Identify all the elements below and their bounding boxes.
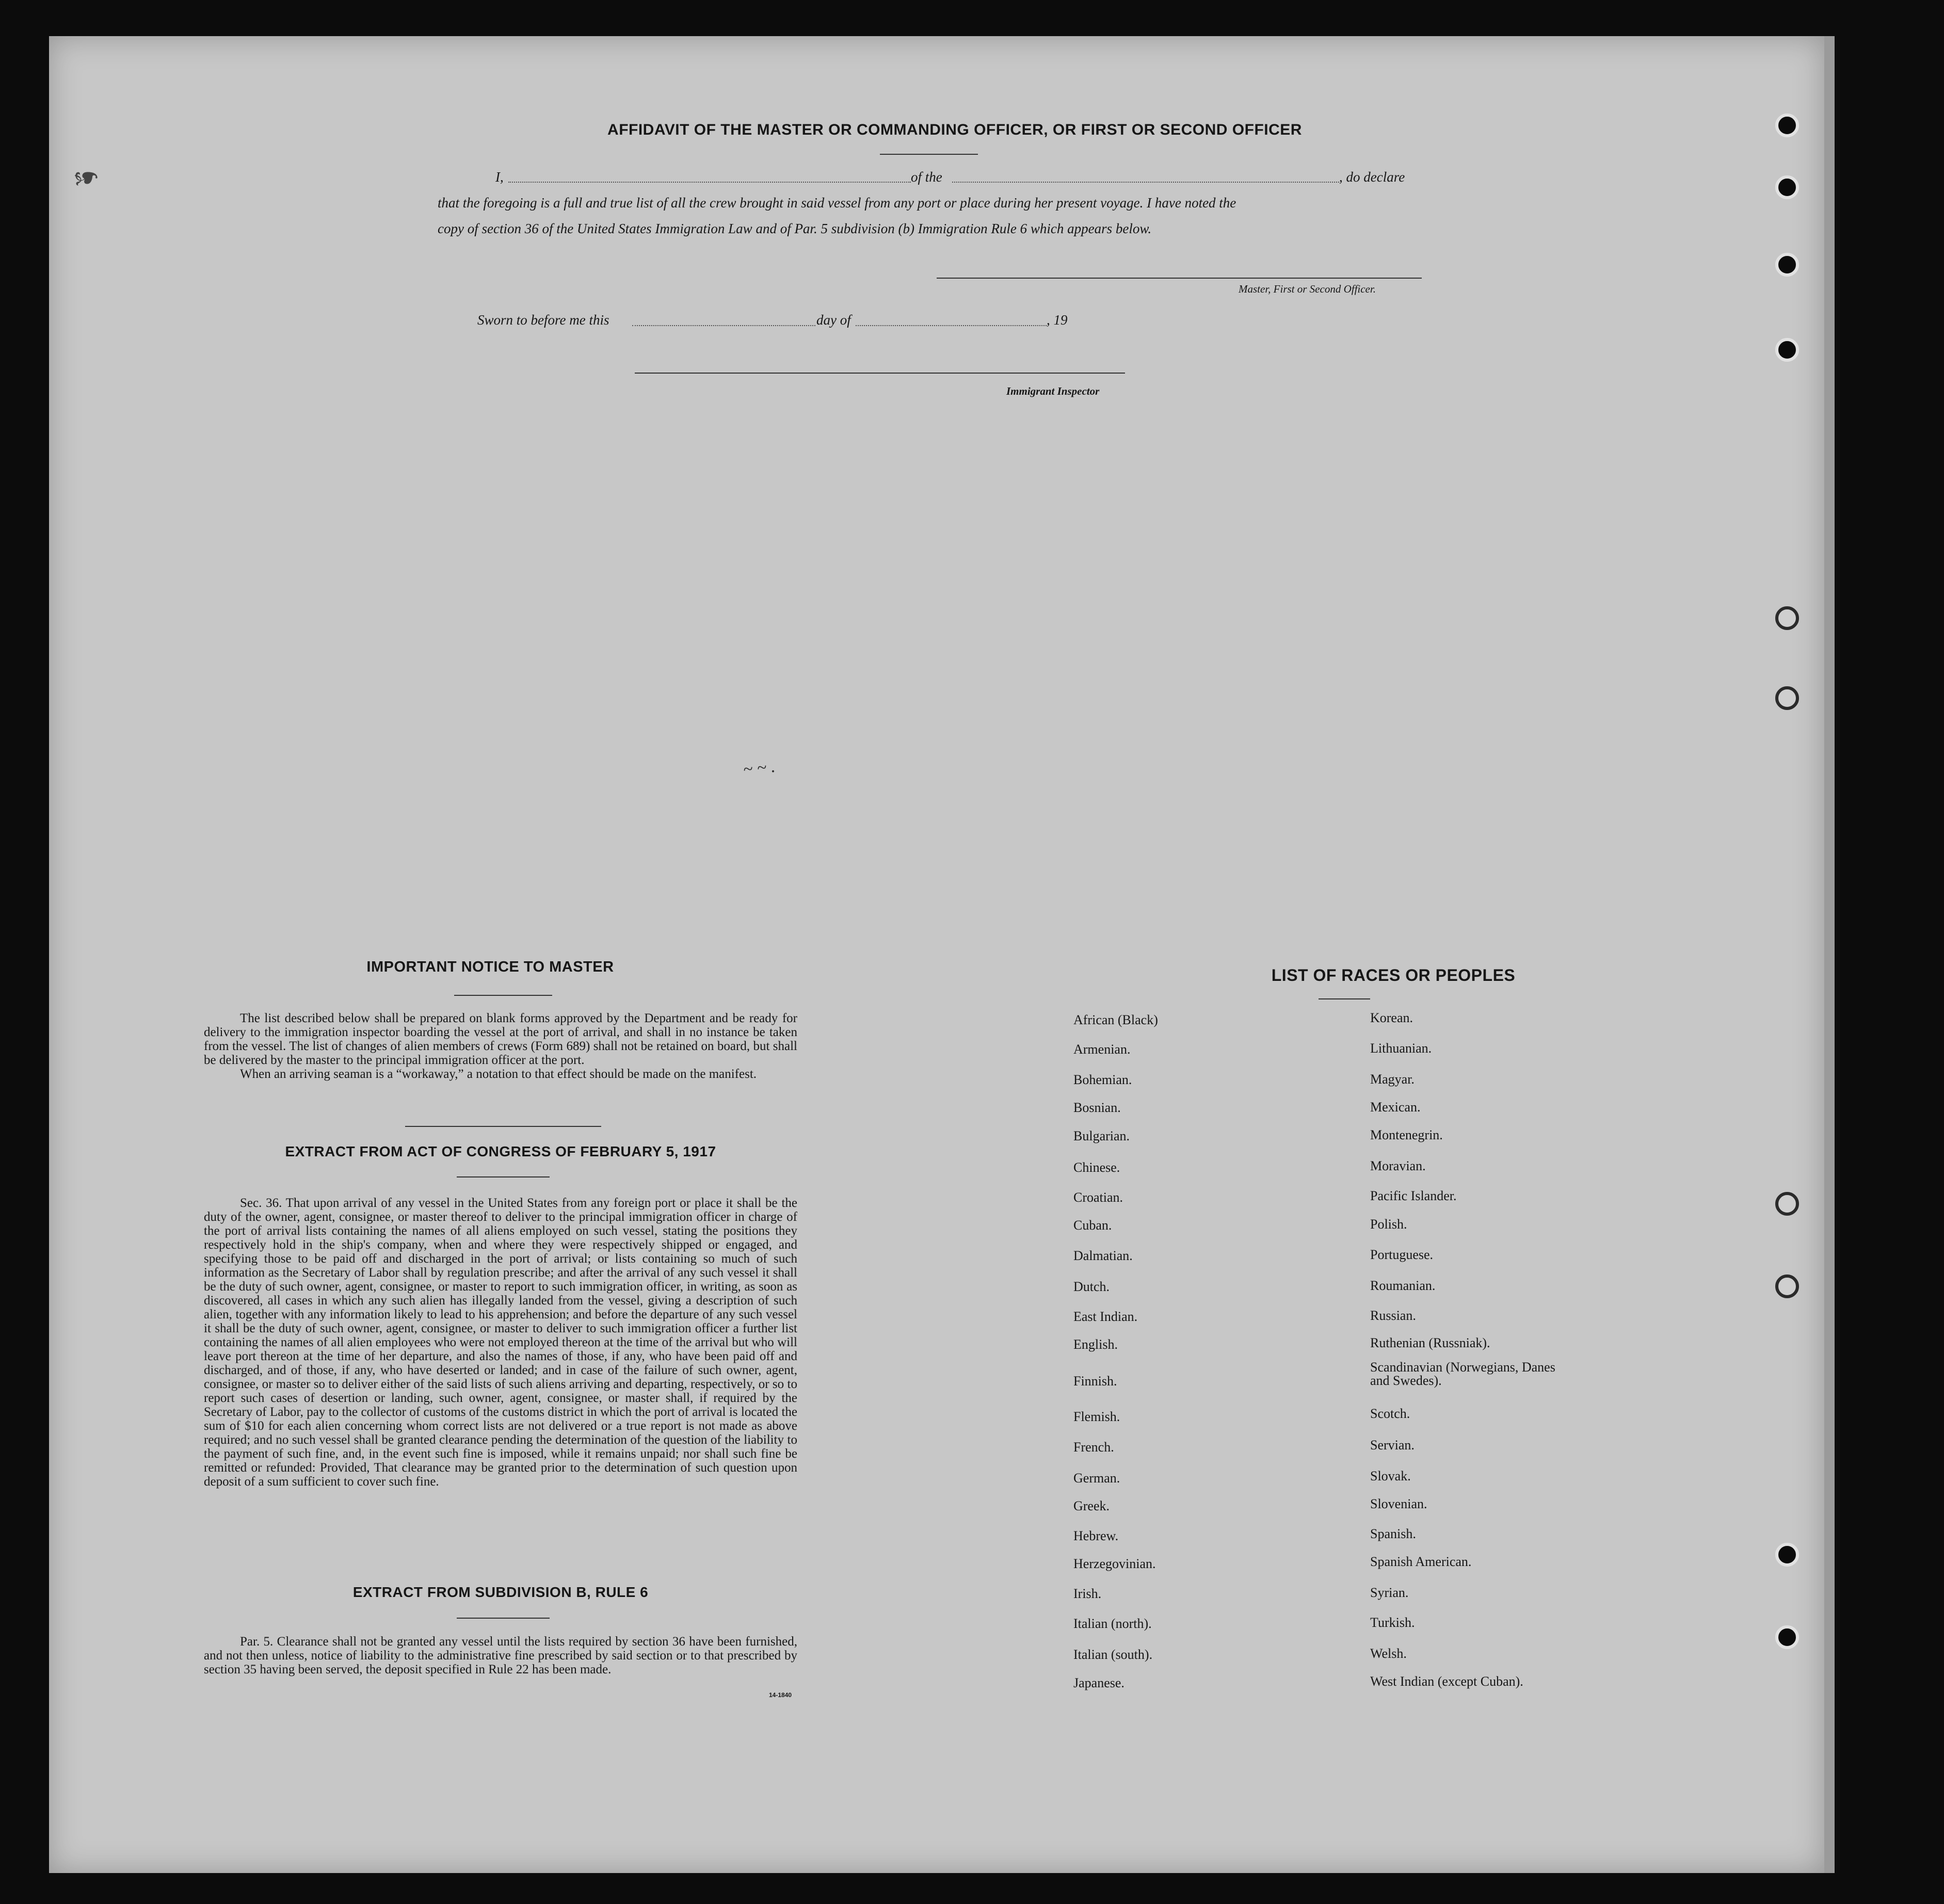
race-item: Mexican. <box>1370 1100 1421 1115</box>
binder-hole <box>1775 606 1799 630</box>
race-item: Hebrew. <box>1073 1528 1119 1543</box>
binder-hole <box>1775 114 1799 137</box>
section-36-text: Sec. 36. That upon arrival of any vessel in the United States from any foreign port or place it shall be the duty of the owner, agent, consignee, or master thereof to deliver to the principal immigration officer in charge of the port of arrival lists containing the names of all aliens employed on such vessel, stating the positions they respectively hold in the ship's company, when and where they were respectively shipped or engaged, and specifying those to be paid off and discharged in the port of arrival; or lists containing so much of such information as the Secretary of Labor shall by regulation prescribe; and after the arrival of any such vessel it shall be the duty of such owner, agent, consignee, or master to report to such immigration officer, in writing, as soon as discovered, all cases in which any such alien has illegally landed from the vessel, giving a description of such alien, together with any information likely to lead to his apprehension; and before the departure of any such vessel it shall be the duty of such owner, agent, consignee, or master to deliver to such immigration officer a further list containing the names of all alien employees who were not employed thereon at the time of the arrival but who will leave port thereon at the time of her departure, and also the names of those, if any, who have been paid off and discharged, and of those, if any, who have deserted or landed; and in case of the failure of such owner, agent, consignee, or master so to deliver either of the said lists of such aliens arriving and departing, respectively, or so to report such cases of desertion or landing, such owner, agent, consignee, or master shall, if required by the Secretary of Labor, pay to the collector of customs of the customs district in which the port of arrival is located the sum of $10 for each alien concerning whom correct lists are not delivered or a true report is not made as above required; and no such vessel shall be granted clearance pending the determination of the question of the liability to the payment of such fine, and, in the event such fine is imposed, while it remains unpaid; nor shall such fine be remitted or refunded: Provided, That clearance may be granted prior to the determination of such question upon deposit of a sum sufficient to cover such fine. <box>204 1196 797 1489</box>
race-item: Russian. <box>1370 1308 1416 1323</box>
race-item: Irish. <box>1073 1586 1102 1601</box>
inspector-signature-line[interactable] <box>635 373 1125 374</box>
rule-extract-text <box>204 1635 797 1676</box>
binder-hole <box>1775 338 1799 362</box>
race-item: Magyar. <box>1370 1072 1415 1087</box>
notice-paragraph-1: The list described below shall be prepared on blank forms approved by the Department and be ready for delivery to the immigration inspector boarding the vessel at the port of arrival, and shall in no instance be taken from the vessel. The list of changes of alien members of crews (Form 689) shall not be retained on board, but shall be delivered by the master to the principal immigration officer at the port. <box>204 1011 797 1067</box>
race-item: Pacific Islander. <box>1370 1188 1457 1203</box>
race-item: Greek. <box>1073 1498 1110 1513</box>
sworn-date-field[interactable] <box>632 325 815 326</box>
sworn-year-label: , 19 <box>1047 312 1068 328</box>
race-item: Armenian. <box>1073 1042 1131 1057</box>
master-signature-line[interactable] <box>937 278 1422 279</box>
races-rule <box>1319 998 1370 999</box>
affidavit-title: AFFIDAVIT OF THE MASTER OR COMMANDING OFFICER, OR FIRST OR SECOND OFFICER <box>607 121 1302 138</box>
rule-6-text: Par. 5. Clearance shall not be granted any vessel until the lists required by section 36 have been furnished, and not then unless, notice of liability to the administrative fine prescribed by said section or to that prescribed by section 35 having been served, the deposit specified in Rule 22 has been made. <box>204 1635 797 1676</box>
race-item: Servian. <box>1370 1438 1415 1453</box>
sworn-label: Sworn to before me this <box>477 312 609 328</box>
race-item: Ruthenian (Russniak). <box>1370 1335 1490 1350</box>
notice-text <box>204 1011 797 1081</box>
race-item: Lithuanian. <box>1370 1041 1432 1056</box>
race-item: West Indian (except Cuban). <box>1370 1674 1523 1689</box>
race-item: Scotch. <box>1370 1406 1410 1421</box>
race-item: Bulgarian. <box>1073 1128 1130 1143</box>
race-item: Turkish. <box>1370 1615 1415 1630</box>
affidavit-i-label: I, <box>495 169 504 185</box>
race-item: Scandinavian (Norwegians, Danes and Swedes). <box>1370 1360 1555 1388</box>
vessel-field[interactable] <box>952 182 1339 183</box>
race-item: English. <box>1073 1337 1118 1352</box>
race-item: Spanish American. <box>1370 1554 1472 1569</box>
act-extract-text <box>204 1196 797 1489</box>
notice-paragraph-2: When an arriving seaman is a “workaway,” a notation to that effect should be made on the manifest. <box>240 1067 757 1081</box>
name-field[interactable] <box>508 182 911 183</box>
page-edge <box>1824 36 1835 1873</box>
race-item: Spanish. <box>1370 1526 1416 1541</box>
race-item: Cuban. <box>1073 1218 1112 1233</box>
race-item: Herzegovinian. <box>1073 1556 1156 1571</box>
affidavit-statement-line3: copy of section 36 of the United States Immigration Law and of Par. 5 subdivision (b) Immigration Rule 6 which appears below. <box>438 221 1152 236</box>
race-item: Portuguese. <box>1370 1247 1434 1262</box>
race-item: German. <box>1073 1471 1120 1486</box>
affidavit-of-the-label: of the <box>911 169 942 185</box>
handwritten-mark: ~ ~ . <box>742 756 777 780</box>
affidavit-statement-line2: that the foregoing is a full and true list of all the crew brought in said vessel from any port or place during her present voyage. I have noted the <box>438 195 1236 211</box>
race-item: Dalmatian. <box>1073 1248 1133 1263</box>
race-item: African (Black) <box>1073 1012 1158 1027</box>
race-item: Slovak. <box>1370 1469 1411 1483</box>
race-item: Finnish. <box>1073 1374 1117 1389</box>
form-number: 14-1840 <box>769 1691 792 1699</box>
rule-extract-title: EXTRACT FROM SUBDIVISION B, RULE 6 <box>352 1584 649 1600</box>
race-item: Moravian. <box>1370 1158 1426 1173</box>
race-item: Korean. <box>1370 1010 1413 1025</box>
binder-hole <box>1775 253 1799 277</box>
race-item: Croatian. <box>1073 1190 1123 1205</box>
inspector-label: Immigrant Inspector <box>1006 385 1100 397</box>
notice-rule <box>454 995 552 996</box>
act-extract-rule <box>457 1176 550 1177</box>
notice-title: IMPORTANT NOTICE TO MASTER <box>366 959 614 975</box>
master-signature-label: Master, First or Second Officer. <box>1239 283 1376 295</box>
race-item: Chinese. <box>1073 1160 1120 1175</box>
section-divider <box>405 1126 601 1127</box>
race-item: Syrian. <box>1370 1585 1409 1600</box>
binder-hole <box>1775 1625 1799 1649</box>
race-item: East Indian. <box>1073 1309 1138 1324</box>
sworn-month-field[interactable] <box>856 325 1047 326</box>
race-item: Roumanian. <box>1370 1278 1436 1293</box>
race-item: Bohemian. <box>1073 1072 1132 1087</box>
race-item: French. <box>1073 1440 1114 1455</box>
race-item: Dutch. <box>1073 1279 1110 1294</box>
act-extract-title: EXTRACT FROM ACT OF CONGRESS OF FEBRUARY 5, 1917 <box>285 1143 716 1159</box>
affidavit-declare-label: , do declare <box>1339 169 1405 185</box>
race-item: Italian (north). <box>1073 1616 1152 1631</box>
binder-hole <box>1775 686 1799 710</box>
race-item: Slovenian. <box>1370 1496 1427 1511</box>
binder-hole <box>1775 1192 1799 1216</box>
rule-extract-rule <box>457 1618 550 1619</box>
race-item: Bosnian. <box>1073 1100 1121 1115</box>
race-item: Welsh. <box>1370 1646 1407 1661</box>
binder-hole <box>1775 1274 1799 1298</box>
race-item: Italian (south). <box>1073 1647 1153 1662</box>
race-item: Montenegrin. <box>1370 1127 1443 1142</box>
race-item: Flemish. <box>1073 1409 1120 1424</box>
margin-stamp: ☙ <box>72 161 100 195</box>
title-rule <box>880 154 978 155</box>
race-item: Japanese. <box>1073 1675 1124 1690</box>
sworn-day-label: day of <box>816 312 851 328</box>
binder-hole <box>1775 175 1799 199</box>
races-title: LIST OF RACES OR PEOPLES <box>1271 966 1516 985</box>
race-item: Polish. <box>1370 1217 1407 1232</box>
binder-hole <box>1775 1543 1799 1567</box>
